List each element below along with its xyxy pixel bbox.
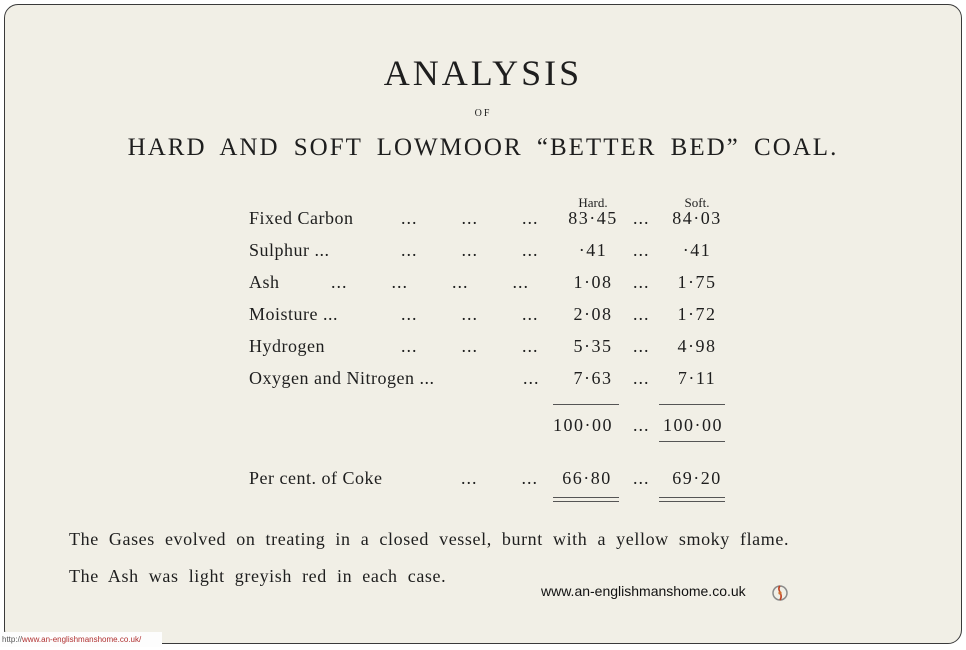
row-hard-value: 83·45 [568,208,618,228]
table-total-row [5,410,961,440]
total-rule-hard [553,404,619,405]
row-leader-dots: ... ... ... [401,240,539,260]
table-row [5,299,961,329]
total-hard-value: 100·00 [553,415,613,435]
column-header-hard: Hard. [578,195,608,210]
note-line-2: The Ash was light greyish red in each case. [69,566,447,586]
row-hard-value: 7·63 [573,368,613,388]
row-soft-value: ·41 [682,240,712,260]
coke-separator-dots: ... [633,468,650,488]
row-separator-dots: ... [633,272,650,292]
watermark-text: www.an-englishmanshome.co.uk [541,583,746,599]
row-hard-value: 2·08 [573,304,613,324]
document-subtitle: HARD AND SOFT LOWMOOR “BETTER BED” COAL. [127,134,839,161]
row-hard-value: 1·08 [573,272,613,292]
coke-double-rule-hard [553,497,619,502]
coke-hard-value: 66·80 [562,468,612,488]
credit-link[interactable] [0,632,162,647]
table-row [5,203,961,233]
coke-leader-dots: ... ... [461,468,538,488]
table-row [5,331,961,361]
total-separator-dots: ... [633,415,650,435]
document-title: ANALYSIS [383,53,583,93]
row-leader-dots: ... ... ... [401,336,539,356]
coke-soft-value: 69·20 [672,468,722,488]
total-soft-value: 100·00 [663,415,723,435]
row-separator-dots: ... [633,208,650,228]
credit-prefix: http:// [2,635,23,644]
row-separator-dots: ... [633,368,650,388]
column-header-soft: Soft. [684,195,710,210]
row-label: Sulphur ... [249,240,330,260]
coke-double-rule-soft [659,497,725,502]
coke-label: Per cent. of Coke [249,468,383,488]
document-of: OF [474,108,492,119]
row-soft-value: 7·11 [677,368,717,388]
row-label: Moisture ... [249,304,338,324]
row-leader-dots: ... ... ... ... [331,272,529,292]
swirl-logo-icon [771,582,789,608]
row-label: Oxygen and Nitrogen ... [249,368,435,388]
row-soft-value: 1·72 [677,304,717,324]
row-soft-value: 4·98 [677,336,717,356]
table-row [5,235,961,265]
row-label: Fixed Carbon [249,208,354,228]
table-coke-row [5,463,961,493]
row-separator-dots: ... [633,304,650,324]
row-leader-dots: ... ... ... [401,208,539,228]
table-row [5,363,961,393]
row-label: Hydrogen [249,336,325,356]
row-soft-value: 1·75 [677,272,717,292]
row-separator-dots: ... [633,240,650,260]
row-separator-dots: ... [633,336,650,356]
row-hard-value: 5·35 [573,336,613,356]
row-label: Ash [249,272,280,292]
document-card [4,4,962,644]
note-line-1: The Gases evolved on treating in a closed vessel, burnt with a yellow smoky flame. [69,529,790,549]
row-soft-value: 84·03 [672,208,722,228]
total-underline-soft [659,441,725,442]
credit-url: www.an-englishmanshome.co.uk/ [22,635,142,644]
row-leader-dots: ... ... ... [401,304,539,324]
row-hard-value: ·41 [578,240,608,260]
total-rule-soft [659,404,725,405]
table-row [5,267,961,297]
row-leader-dots: ... [523,368,540,388]
